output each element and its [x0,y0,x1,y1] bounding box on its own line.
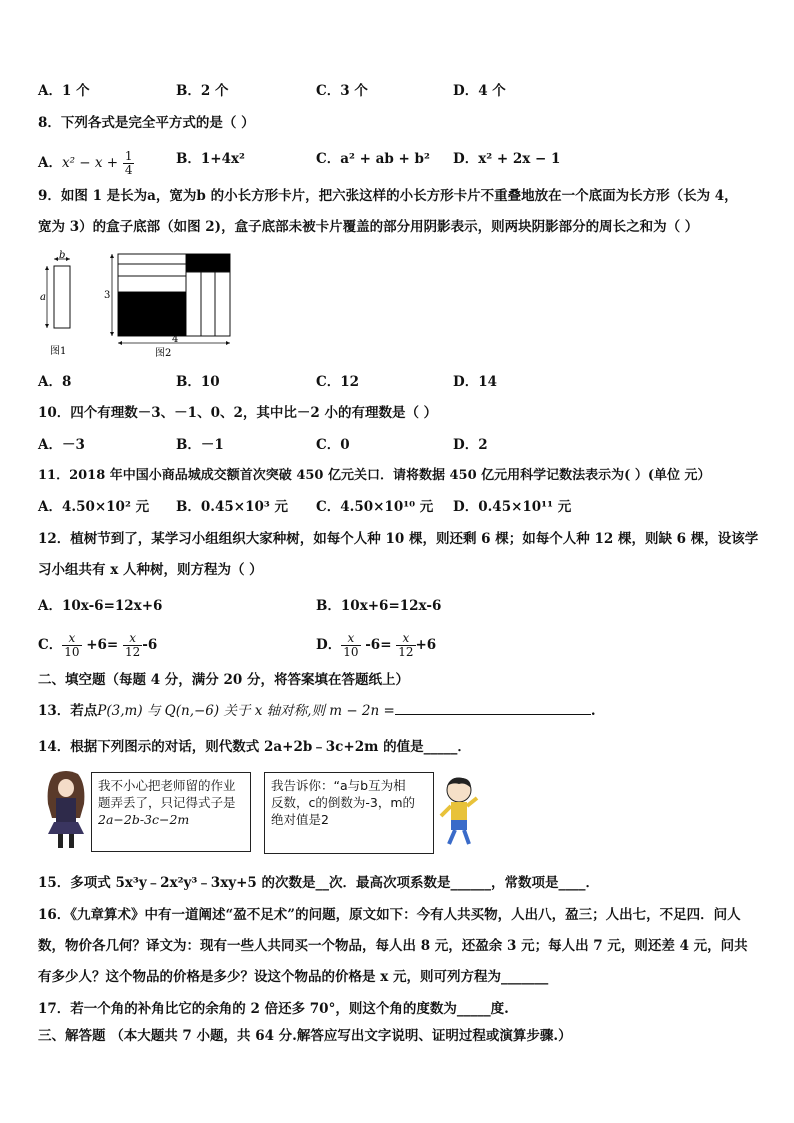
q8-option-d: D．x² + 2x − 1 [453,151,561,167]
q16-line1: 16．《九章算术》中有一道阐述“盈不足术”的问题，原文如下：今有人共买物，人出八，盈三；人出七，不足四．问人 [38,907,741,923]
fig1-a-label: a [40,292,46,303]
q9-option-b: B．10 [176,374,220,390]
q14-stem: 14．根据下列图示的对话，则代数式 2a+2b﹣3c+2m 的值是_____． [38,739,471,755]
q15-stem: 15．多项式 5x³y﹣2x²y³﹣3xy+5 的次数是__次．最高次项系数是______，常数项是____． [38,875,599,891]
q9-figure1 [40,250,70,357]
q9-stem-line2: 宽为 3）的盒子底部（如图 2)，盒子底部未被卡片覆盖的部分用阴影表示，则两块阴影部分的周长之和为（ ） [38,219,699,235]
section2-heading: 二、填空题（每题 4 分，满分 20 分，将答案填在答题纸上） [38,672,409,688]
q7-option-b: B．2 个 [176,83,229,99]
q8-option-a: A．x² − x + $\frac{1}{4}$ [38,149,133,177]
q8-a-fraction: $\frac{1}{4}$ [124,149,133,177]
q13-answer-blank[interactable] [395,702,591,715]
q7-option-c: C．3 个 [316,83,368,99]
q17-stem: 17．若一个角的补角比它的余角的 2 倍还多 70°，则这个角的度数为_____度. [38,1001,509,1017]
q10-option-d: D．2 [453,437,488,453]
shade-bottom-left [118,292,186,336]
q12-option-c: C． $\frac{x}{10}$ +6= $\frac{x}{12}$ -6 [38,631,158,659]
q12-stem-line1: 12．植树节到了，某学习小组组织大家种树，如每个人种 10 棵，则还剩 6 棵；如每个人种 12 棵，则缺 6 棵，设该学 [38,531,759,547]
q9-figures [36,248,236,362]
fig2-length-label: 4 [172,334,179,345]
section3-heading: 三、解答题 （本大题共 7 小题，共 64 分.解答应写出文字说明、证明过程或演算步骤.） [38,1028,572,1044]
q8-option-b: B．1+4x² [176,151,245,167]
q8-stem: 8．下列各式是完全平方式的是（ ） [38,115,255,131]
q9-stem-line1: 9．如图 1 是长为a，宽为b 的小长方形卡片，把六张这样的小长方形卡片不重叠地放在一个底面为长方形（长为 4， [38,188,738,204]
q11-option-b: B．0.45×10³ 元 [176,499,289,515]
q12-stem-line2: 习小组共有 x 人种树，则方程为（ ） [38,562,263,578]
q9-option-d: D．14 [453,374,497,390]
q10-stem: 10．四个有理数－3、－1、0、2，其中比－2 小的有理数是（ ） [38,405,438,421]
speech-bubble-left: 我不小心把老师留的作业 题弄丢了，只记得式子是 2a−2b-3c−2m [91,772,251,852]
q16-line2: 数，物价各几何？译文为：现有一些人共同买一个物品，每人出 8 元，还盈余 3 元；每人出 7 元，则还差 4 元，问共 [38,938,748,954]
q13-stem: 13．若点P(3,m) 与 Q(n,−6) 关于 x 轴对称,则 m − 2n = . [38,703,596,719]
q10-option-c: C．0 [316,437,350,453]
q11-stem: 11．2018 年中国小商品城成交额首次突破 450 亿元关口．请将数据 450 亿元用科学记数法表示为( ）(单位 元） [38,468,711,483]
fig2-width-label: 3 [104,290,111,301]
speech-bubble-right: 我告诉你：“a与b互为相 反数，c的倒数为-3，m的 绝对值是2 [264,772,434,854]
q9-option-c: C．12 [316,374,360,390]
q12-option-b: B．10x+6=12x-6 [316,598,442,614]
shade-top-right [186,254,230,272]
girl-character-icon [40,770,92,852]
q7-option-d: D．4 个 [453,83,506,99]
q12-option-a: A．10x-6=12x+6 [38,598,163,614]
q11-option-c: C．4.50×10¹⁰ 元 [316,499,434,515]
q12-option-d: D． $\frac{x}{10}$ -6= $\frac{x}{12}$ +6 [316,631,437,659]
q16-line3: 有多少人？这个物品的价格是多少？设这个物品的价格是 x 元，则可列方程为_______ [38,969,549,985]
fig1-b-label: b [59,250,66,261]
fig1-caption: 图1 [50,346,67,357]
q9-figure2 [104,254,230,359]
boy-character-icon [437,776,483,848]
q11-option-d: D．0.45×10¹¹ 元 [453,499,572,515]
q9-option-a: A．8 [38,374,72,390]
fig2-caption: 图2 [155,348,172,359]
q7-option-a: A．1 个 [38,83,90,99]
q8-option-c: C．a² + ab + b² [316,151,430,167]
q10-option-a: A．－3 [38,437,85,453]
q10-option-b: B．－1 [176,437,224,453]
q11-option-a: A．4.50×10² 元 [38,499,150,515]
